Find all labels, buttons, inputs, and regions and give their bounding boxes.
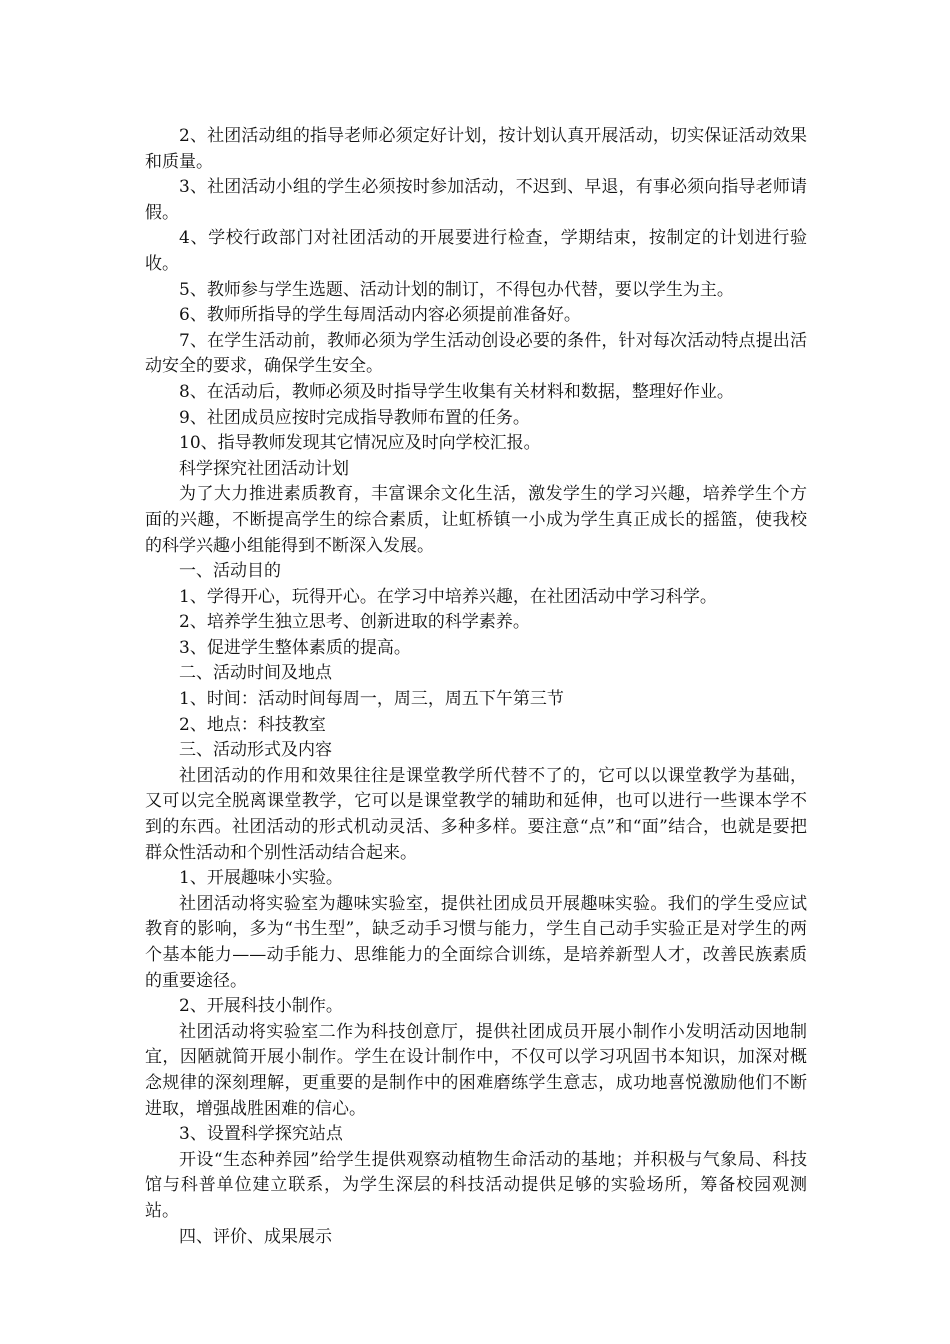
heading-form-content: 三、活动形式及内容 [179, 740, 332, 761]
content-paragraph-3: 开设“生态种养园”给学生提供观察动植物生命活动的基地；并积极与气象局、科技馆与科普单位建立联系，为学生深层的科技活动提供足够的实验场所，筹备校园观测站。 [145, 1149, 807, 1221]
paragraph-rule-9: 9、社团成员应按时完成指导教师布置的任务。 [179, 407, 530, 428]
purpose-item-1: 1、学得开心，玩得开心。在学习中培养兴趣，在社团活动中学习科学。 [179, 586, 717, 607]
paragraph-rule-2: 2、社团活动组的指导老师必须定好计划，按计划认真开展活动，切实保证活动效果和质量。 [145, 126, 807, 172]
content-heading-2: 2、开展科技小制作。 [179, 996, 343, 1017]
paragraph-rule-5: 5、教师参与学生选题、活动计划的制订，不得包办代替，要以学生为主。 [179, 279, 734, 300]
purpose-item-2: 2、培养学生独立思考、创新进取的科学素养。 [179, 612, 530, 633]
content-heading-3: 3、设置科学探究站点 [179, 1124, 343, 1145]
paragraph-rule-4: 4、学校行政部门对社团活动的开展要进行检查，学期结束，按制定的计划进行验收。 [145, 228, 807, 274]
time-item: 1、时间：活动时间每周一，周三，周五下午第三节 [179, 689, 564, 710]
heading-evaluation: 四、评价、成果展示 [179, 1226, 332, 1247]
paragraph-rule-10: 10、指导教师发现其它情况应及时向学校汇报。 [179, 433, 541, 454]
document-body [145, 124, 807, 1250]
paragraph-rule-7: 7、在学生活动前，教师必须为学生活动创设必要的条件，针对每次活动特点提出活动安全的要求，确保学生安全。 [145, 330, 807, 377]
form-paragraph: 社团活动的作用和效果往往是课堂教学所代替不了的，它可以以课堂教学为基础，又可以完全脱离课堂教学，它可以是课堂教学的辅助和延伸，也可以进行一些课本学不到的东西。社团活动的形式机动灵活、多种多样。要注意“点”和“面”结合，也就是要把群众性活动和个别性活动结合起来。 [145, 765, 807, 863]
place-item: 2、地点：科技教室 [179, 714, 326, 735]
content-paragraph-2: 社团活动将实验室二作为科技创意厅，提供社团成员开展小制作小发明活动因地制宜，因陋就简开展小制作。学生在设计制作中，不仅可以学习巩固书本知识，加深对概念规律的深刻理解，更重要的是制作中的困难磨练学生意志，成功地喜悦激励他们不断进取，增强战胜困难的信心。 [145, 1021, 807, 1119]
paragraph-rule-8: 8、在活动后，教师必须及时指导学生收集有关材料和数据，整理好作业。 [179, 381, 734, 402]
content-heading-1: 1、开展趣味小实验。 [179, 868, 343, 889]
paragraph-rule-3: 3、社团活动小组的学生必须按时参加活动，不迟到、早退，有事必须向指导老师请假。 [145, 177, 807, 223]
paragraph-rule-6: 6、教师所指导的学生每周活动内容必须提前准备好。 [179, 305, 581, 326]
section-title: 科学探究社团活动计划 [179, 458, 349, 479]
purpose-item-3: 3、促进学生整体素质的提高。 [179, 637, 411, 658]
heading-time-place: 二、活动时间及地点 [179, 663, 332, 684]
heading-purpose: 一、活动目的 [179, 561, 281, 582]
intro-paragraph: 为了大力推进素质教育，丰富课余文化生活，激发学生的学习兴趣，培养学生个方面的兴趣，不断提高学生的综合素质，让虹桥镇一小成为学生真正成长的摇篮，使我校的科学兴趣小组能得到不断深入发展。 [145, 484, 807, 556]
content-paragraph-1: 社团活动将实验室为趣味实验室，提供社团成员开展趣味实验。我们的学生受应试教育的影响，多为“书生型”，缺乏动手习惯与能力，学生自己动手实验正是对学生的两个基本能力——动手能力、思维能力的全面综合训练，是培养新型人才，改善民族素质的重要途径。 [145, 893, 807, 991]
